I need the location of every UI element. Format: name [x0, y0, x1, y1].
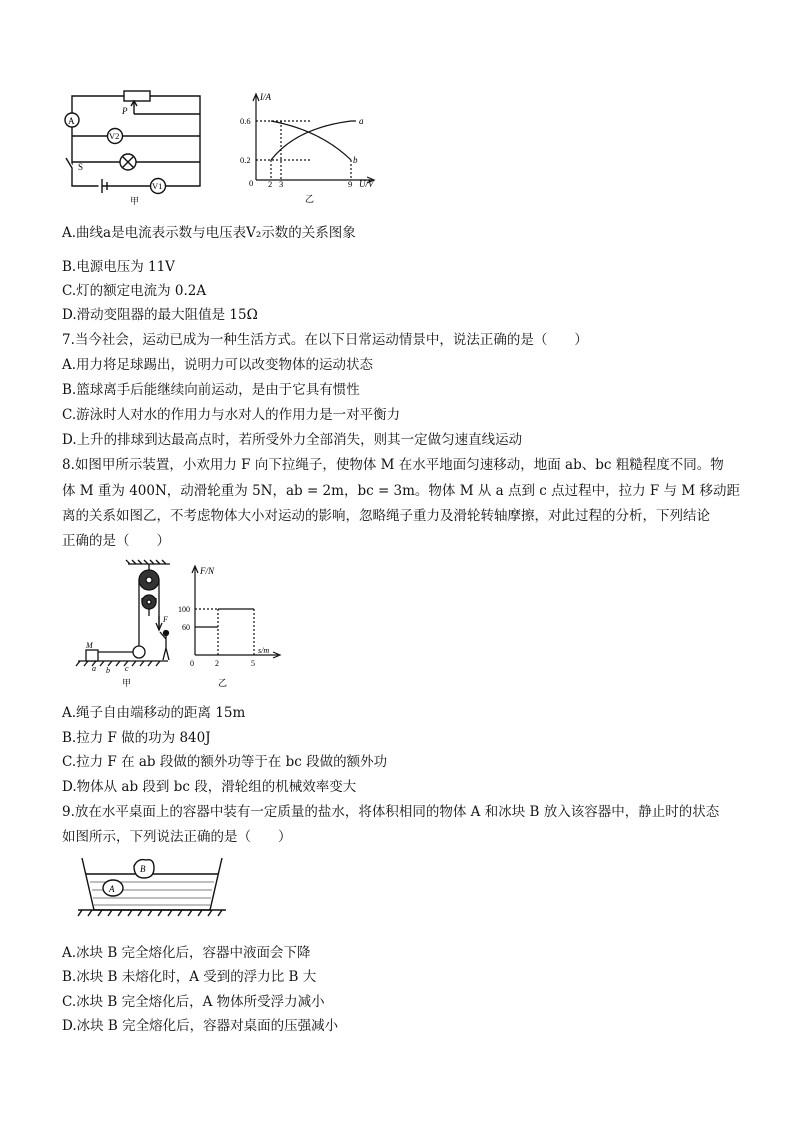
fig2-point-b: b [106, 666, 110, 675]
graph1-curve-b-label: b [353, 155, 358, 165]
fig2-block-label: M [86, 641, 93, 650]
graph1-x-tick-9: 9 [348, 179, 353, 189]
q8-option-b: B.拉力 F 做的功为 840J [62, 730, 211, 746]
graph1-y-tick-0.2: 0.2 [240, 155, 251, 165]
fig2-force-label: F [163, 615, 168, 624]
graph1-x-tick-2: 2 [268, 179, 273, 189]
q9-figure [74, 852, 244, 922]
q9-option-b: B.冰块 B 未熔化时，A 受到的浮力比 B 大 [62, 969, 317, 985]
q6-option-d: D.滑动变阻器的最大阻值是 15Ω [62, 307, 258, 323]
q7-stem: 7.当今社会，运动已成为一种生活方式。在以下日常运动情景中，说法正确的是（ ） [62, 332, 588, 348]
q6-option-a: A.曲线a是电流表示数与电压表V₂示数的关系图象 [62, 225, 356, 241]
q7-option-a: A.用力将足球踢出，说明力可以改变物体的运动状态 [62, 357, 374, 373]
q8-option-d: D.物体从 ab 段到 bc 段，滑轮组的机械效率变大 [62, 779, 357, 795]
q7-option-b: B.篮球离手后能继续向前运动，是由于它具有惯性 [62, 382, 360, 398]
circuit-v2-label: V2 [109, 131, 120, 141]
q9-option-a: A.冰块 B 完全熔化后，容器中液面会下降 [62, 945, 311, 961]
graph2-origin: 0 [190, 659, 194, 668]
q8-stem-line-3: 离的关系如图乙，不考虑物体大小对运动的影响，忽略绳子重力及滑轮转轴摩擦，对此过程的分析，下列结论 [62, 508, 710, 524]
circuit-switch-label: S [78, 162, 84, 172]
q7-option-c: C.游泳时人对水的作用力与水对人的作用力是一对平衡力 [62, 407, 401, 423]
fig2-label-jia: 甲 [122, 678, 132, 688]
graph2-x-axis-label: s/m [258, 646, 270, 655]
circuit-ammeter-label: A [68, 116, 75, 126]
q8-stem-line-2: 体 M 重为 400N，动滑轮重为 5N，ab = 2m，bc = 3m。物体 M 从 a 点到 c 点过程中，拉力 F 与 M 移动距 [62, 483, 740, 499]
graph1-curve-a-label: a [359, 116, 364, 126]
graph1-y-tick-0.6: 0.6 [240, 116, 251, 126]
fig3-object-a-label: A [109, 884, 115, 894]
q8-option-c: C.拉力 F 在 ab 段做的额外功等于在 bc 段做的额外功 [62, 754, 388, 770]
graph2-y-tick-100: 100 [178, 605, 190, 614]
graph2-x-tick-2: 2 [215, 659, 219, 668]
graph2-y-tick-60: 60 [182, 623, 190, 632]
circuit-v1-label: V1 [152, 181, 163, 191]
graph2-x-tick-5: 5 [251, 659, 255, 668]
q8-figure [70, 558, 290, 693]
fig2-label-yi: 乙 [218, 678, 228, 688]
q9-stem-line-2: 如图所示，下列说法正确的是（ ） [62, 829, 292, 845]
fig1-label-yi: 乙 [305, 194, 315, 204]
q8-stem-line-1: 8.如图甲所示装置，小欢用力 F 向下拉绳子，使物体 M 在水平地面匀速移动，地面 ab、bc 粗糙程度不同。物 [62, 457, 724, 473]
fig1-label-jia: 甲 [130, 196, 140, 206]
q6-option-b: B.电源电压为 11V [62, 259, 175, 275]
q8-option-a: A.绳子自由端移动的距离 15m [62, 705, 246, 721]
circuit-slider-label: P [122, 106, 128, 116]
fig3-ice-b-label: B [140, 864, 146, 874]
graph2-y-axis-label: F/N [200, 566, 215, 576]
fig2-point-c: c [125, 664, 129, 673]
q9-stem-line-1: 9.放在水平桌面上的容器中装有一定质量的盐水，将体积相同的物体 A 和冰块 B 放入该容器中，静止时的状态 [62, 804, 720, 820]
q6-option-c: C.灯的额定电流为 0.2A [62, 283, 207, 299]
graph1-x-axis-label: U/V [359, 179, 374, 189]
graph1-x-tick-3: 3 [279, 179, 284, 189]
q7-option-d: D.上升的排球到达最高点时，若所受外力全部消失，则其一定做匀速直线运动 [62, 432, 523, 448]
q8-stem-line-4: 正确的是（ ） [62, 533, 170, 549]
graph1-y-axis-label: I/A [260, 92, 271, 102]
graph1-origin: 0 [249, 178, 254, 188]
q9-option-d: D.冰块 B 完全熔化后，容器对桌面的压强减小 [62, 1018, 339, 1034]
q9-option-c: C.冰块 B 完全熔化后，A 物体所受浮力减小 [62, 994, 325, 1010]
q6-figure [60, 88, 390, 208]
fig2-point-a: a [92, 664, 96, 673]
